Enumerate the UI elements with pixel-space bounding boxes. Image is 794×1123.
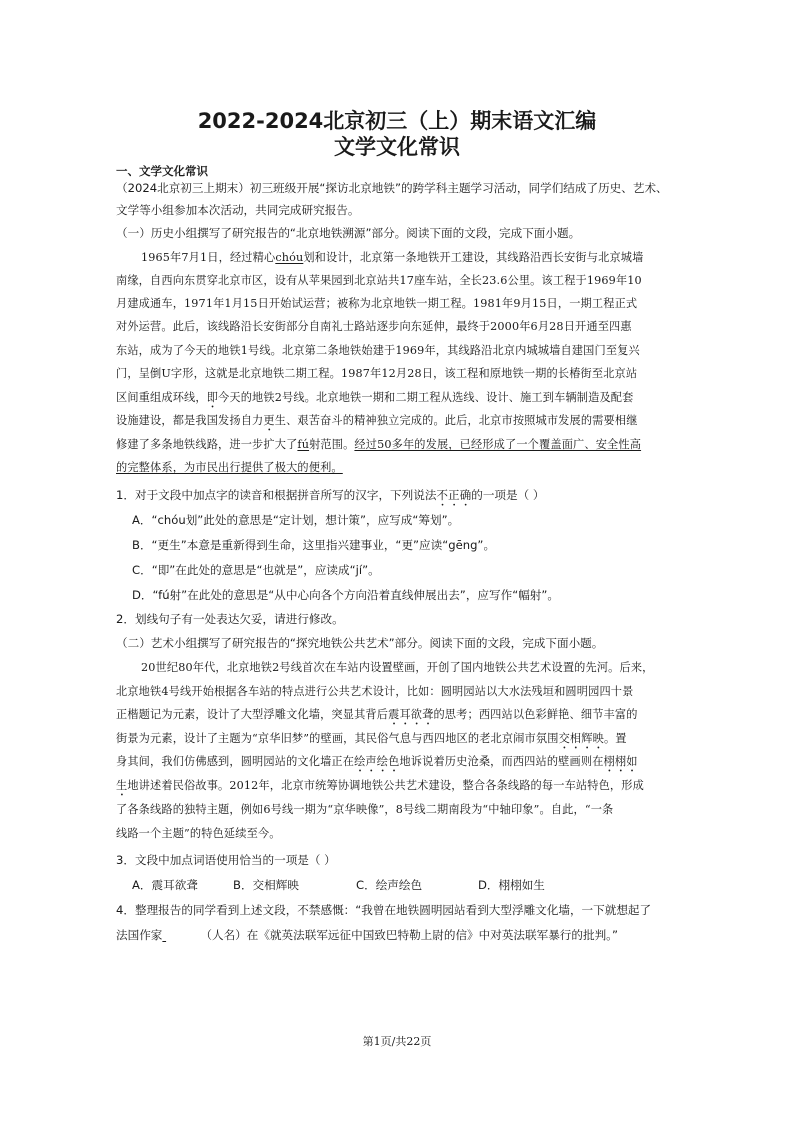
question-4-line-1: 4．整理报告的同学看到上述文段，不禁感慨：“我曾在地铁圆明园站看到大型浮雕文化墙，一下就想起了 — [116, 903, 652, 917]
passage2-line-1: 20世纪80年代，北京地铁2号线首次在车站内设置壁画，开创了国内地铁公共艺术设置的先河。后来， — [141, 661, 654, 674]
question-1-option-c: C．“即”在此处的意思是“也就是”，应读成“jí”。 — [132, 563, 380, 577]
pinyin-fu: fú — [297, 438, 310, 451]
passage2-line-4: 街景为元素，设计了主题为“京华旧梦”的壁画，其民俗气息与西四地区的老北京闹市氛围交相辉映。置 — [116, 732, 627, 745]
dotted-phrase-zhenerulong: 震耳欲聋 — [388, 708, 434, 721]
question-3-option-c: C．绘声绘色 — [356, 878, 423, 892]
dotted-phrase-incorrect: 不正确 — [436, 488, 472, 502]
document-title: 2022-2024北京初三（上）期末语文汇编 — [197, 109, 597, 133]
answer-blank[interactable] — [162, 927, 200, 943]
dotted-char-geng: 更 — [263, 414, 275, 427]
passage1-line-4: 对外运营。此后，该线路沿长安街部分自南礼士路站逐步向东延伸，最终于2000年6月28日开通至四惠 — [116, 320, 632, 333]
pinyin-chou: chóu — [275, 251, 304, 264]
dotted-phrase-huishenghuise: 绘声绘色 — [354, 755, 400, 768]
page-footer: 第1页/共22页 — [362, 1035, 432, 1048]
part1-intro: （一）历史小组撰写了研究报告的“北京地铁溯源”部分。阅读下面的文段，完成下面小题。 — [116, 226, 581, 240]
underlined-sentence-part2: 的完整体系，为市民出行提供了极大的便利。 — [116, 461, 343, 474]
passage1-line-6: 门，呈倒U字形，这就是北京地铁二期工程。1987年12月28日，该工程和原地铁一期的长椿街至北京站 — [116, 367, 638, 380]
question-3-stem: 3．文段中加点词语使用恰当的一项是（ ） — [116, 853, 336, 867]
passage1-line-5: 东站，成为了今天的地铁1号线。北京第二条地铁始建于1969年，其线路沿北京内城城墙自建国门至复兴 — [116, 344, 640, 357]
passage1-line-7: 区间重组成环线，即今天的地铁2号线。北京地铁一期和二期工程从选线、设计、施工到车辆制造及配套 — [116, 391, 634, 404]
intro-line-2: 文学等小组参加本次活动，共同完成研究报告。 — [116, 203, 360, 217]
question-1-option-b: B．“更生”本意是重新得到生命，这里指兴建事业，“更”应读“gēng”。 — [132, 538, 496, 552]
question-3-option-d: D．栩栩如生 — [478, 878, 545, 892]
part2-intro: （二）艺术小组撰写了研究报告的“探究地铁公共艺术”部分。阅读下面的文段，完成下面小题。 — [116, 636, 604, 650]
passage2-line-7: 了各条线路的独特主题，例如6号线一期为“京华映像”，8号线二期南段为“中轴印象”。自此，“一条 — [116, 803, 614, 816]
passage1-line-9: 修建了多条地铁线路，进一步扩大了fú射范围。经过50多年的发展，已经形成了一个覆盖面广、安全性高 — [116, 438, 642, 451]
section-heading: 一、文学文化常识 — [116, 164, 208, 178]
question-4-line-2: 法国作家 （人名）在《就英法联军远征中国致巴特勒上尉的信》中对英法联军暴行的批判。” — [116, 928, 618, 942]
underlined-sentence-part1: 经过50多年的发展，已经形成了一个覆盖面广、安全性高 — [354, 438, 642, 451]
document-subtitle: 文学文化常识 — [334, 135, 460, 159]
passage2-line-3: 正楷题记为元素，设计了大型浮雕文化墙，突显其背后震耳欲聋的思考；西四站以色彩鲜艳、细节丰富的 — [116, 708, 638, 721]
dotted-phrase-jiaoxianghuiying: 交相辉映 — [558, 732, 604, 745]
passage1-line-3: 月建成通车，1971年1月15日开始试运营；被称为北京地铁一期工程。1981年9月15日，一期工程正式 — [116, 297, 638, 310]
dotted-char-ji: 即 — [206, 391, 219, 404]
question-1-stem: 1．对于文段中加点字的读音和根据拼音所写的汉字，下列说法不正确的一项是（ ） — [116, 488, 545, 502]
dotted-phrase-xuxuru: 栩栩如 — [603, 755, 638, 768]
passage2-line-5: 身其间，我们仿佛感到，圆明园站的文化墙正在绘声绘色地诉说着历史沧桑，而西四站的壁画则在栩栩如 — [116, 755, 638, 768]
passage1-line-1: 1965年7月1日，经过精心chóu划和设计，北京第一条地铁开工建设，其线路沿西长安街与北京城墙 — [141, 251, 644, 264]
passage2-line-2: 北京地铁4号线开始根据各车站的特点进行公共艺术设计，比如：圆明园站以大水法残垣和圆明园四十景 — [116, 685, 634, 698]
dotted-char-sheng: 生 — [116, 779, 128, 792]
passage1-line-2: 南缘，自西向东贯穿北京市区，设有从苹果园到北京站共17座车站，全长23.6公里。该工程于1969年10 — [116, 274, 642, 287]
passage2-line-6: 生地讲述着民俗故事。2012年，北京市统筹协调地铁公共艺术建设，整合各条线路的每一车站特色，形成 — [116, 779, 644, 792]
question-1-option-a: A．“chóu划”此处的意思是“定计划，想计策”，应写成“筹划”。 — [132, 513, 460, 527]
question-2: 2．划线句子有一处表达欠妥，请进行修改。 — [116, 612, 344, 626]
passage1-line-10 — [116, 460, 343, 476]
passage1-line-8: 设施建设，都是我国发扬自力更生、艰苦奋斗的精神独立完成的。此后，北京市按照城市发展的需要相继 — [116, 414, 638, 427]
question-3-option-a: A．震耳欲聋 — [132, 878, 198, 892]
passage2-line-8: 线路一个主题”的特色延续至今。 — [116, 827, 281, 840]
question-1-option-d: D．“fú射”在此处的意思是“从中心向各个方向沿着直线伸展出去”，应写作“幅射”。 — [132, 588, 559, 602]
intro-line-1: （2024北京初三上期末）初三班级开展“探访北京地铁”的跨学科主题学习活动，同学们结成了历史、艺术、 — [116, 181, 668, 195]
question-3-option-b: B．交相辉映 — [233, 878, 299, 892]
